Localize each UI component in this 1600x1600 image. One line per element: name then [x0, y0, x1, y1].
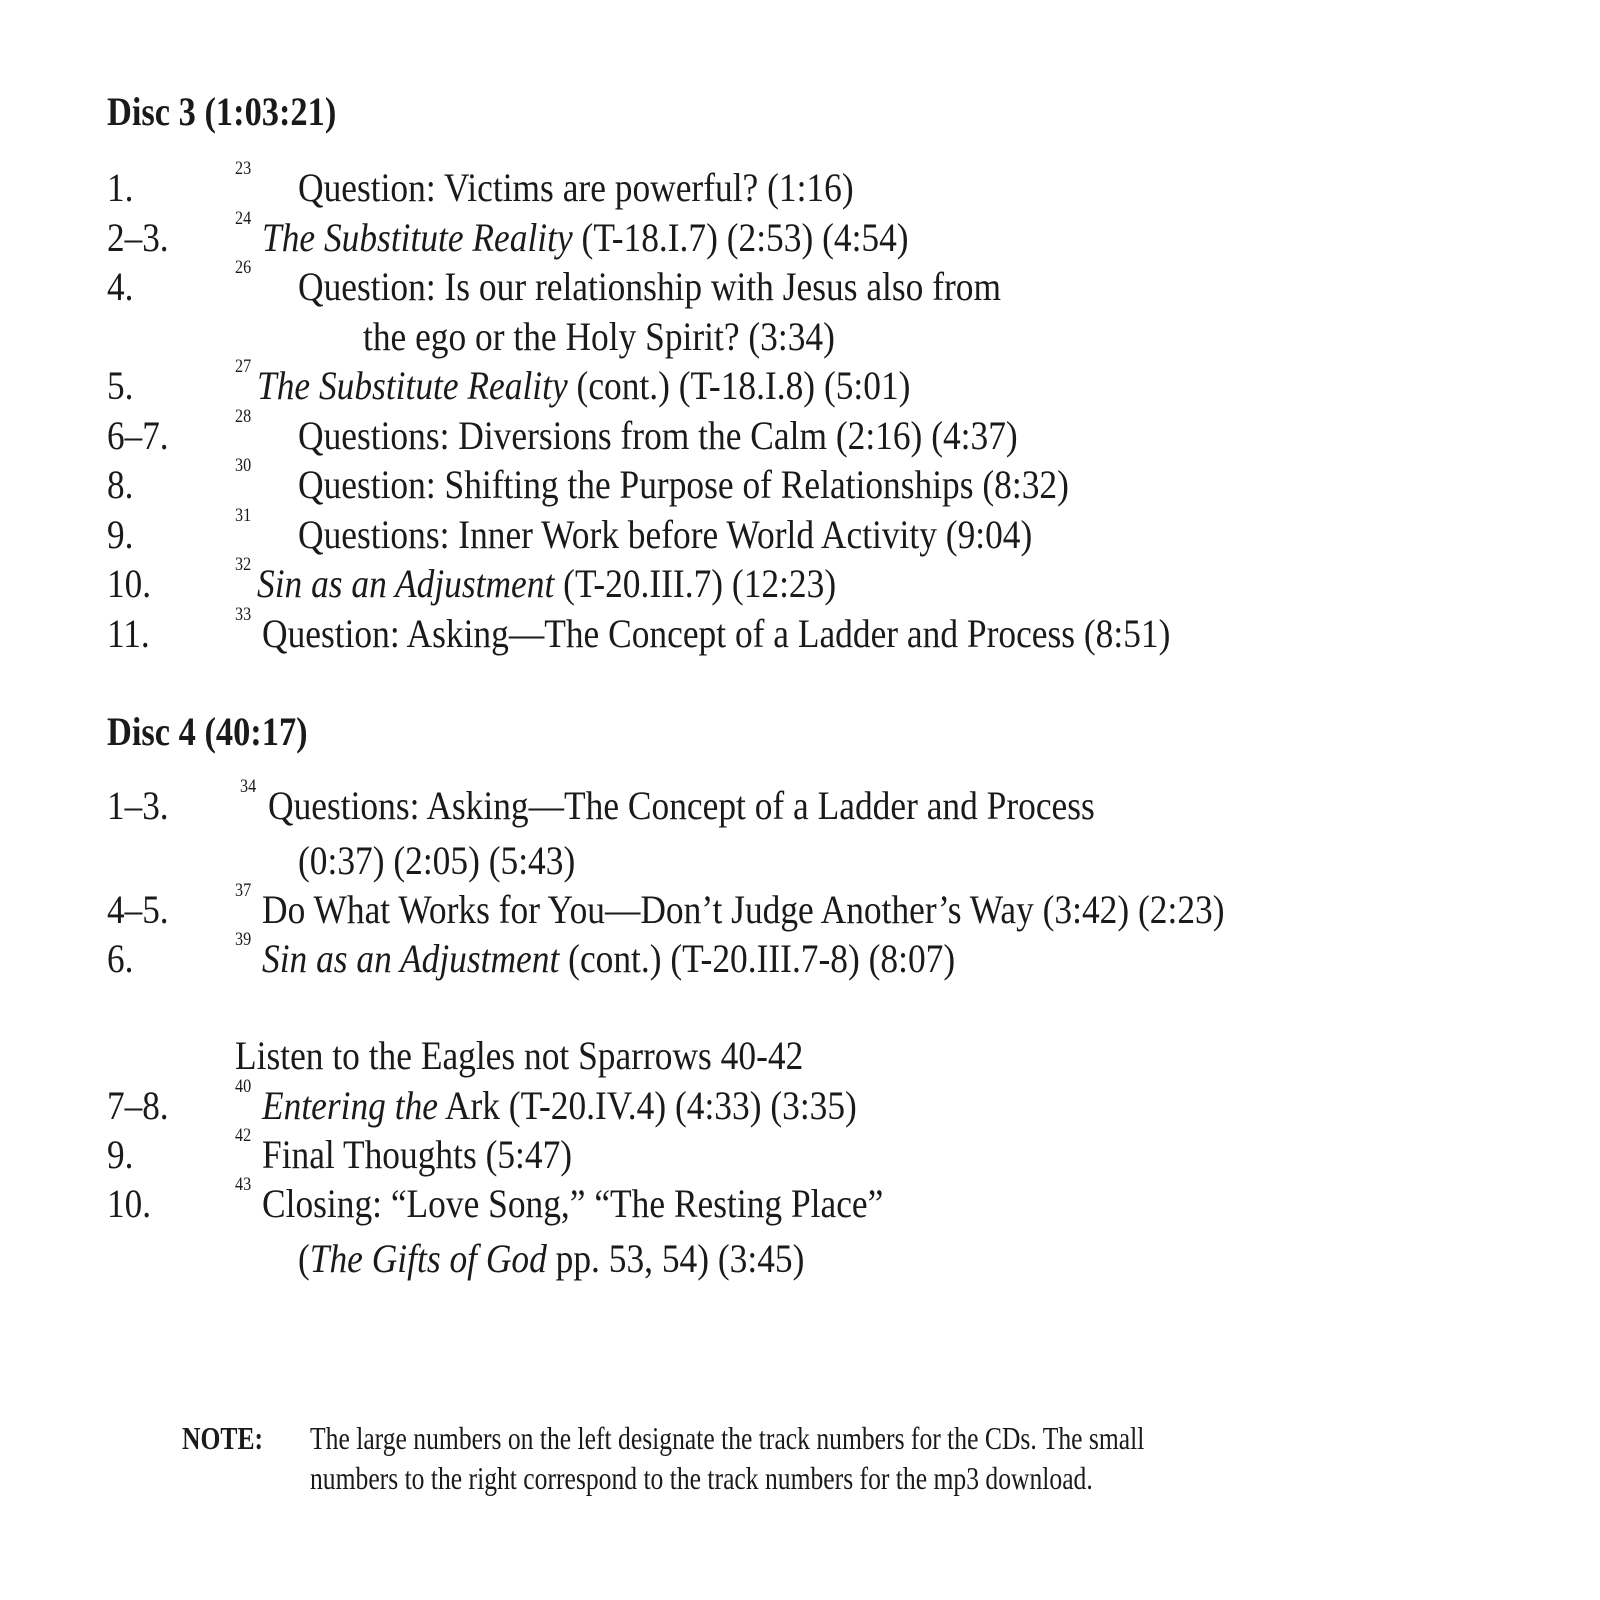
cd-track-number: 2–3. [107, 214, 169, 260]
track-title [262, 213, 909, 263]
track-text: Question: Shifting the Purpose of Relationships (8:32) [298, 462, 1069, 507]
italic-title: Sin as an Adjustment [257, 561, 555, 606]
track-title [298, 510, 1032, 560]
note-line-1: The large numbers on the left designate the track numbers for the CDs. The small [310, 1420, 1145, 1456]
mp3-track-number: 30 [235, 455, 252, 476]
track-row [0, 603, 1600, 659]
track-title [262, 1130, 572, 1180]
track-text: Questions: Asking—The Concept of a Ladder and Process [268, 783, 1095, 828]
footnote [182, 1418, 1144, 1498]
mp3-track-number: 39 [235, 929, 252, 950]
track-row [0, 504, 1600, 560]
track-title [262, 609, 1170, 659]
note-label: NOTE: [182, 1420, 264, 1456]
track-text: Question: Asking—The Concept of a Ladder and Process (8:51) [262, 610, 1171, 656]
disc4-heading: Disc 4 (40:17) [107, 709, 308, 754]
section-title: Listen to the Eagles not Sparrows 40-42 [235, 1033, 804, 1078]
track-title [257, 559, 836, 609]
mp3-track-number: 34 [240, 776, 257, 797]
track-row [0, 158, 1600, 213]
track-row [0, 554, 1600, 609]
track-text: Final Thoughts (5:47) [262, 1132, 573, 1177]
disc3-heading: Disc 3 (1:03:21) [107, 89, 337, 134]
track-title [257, 361, 910, 411]
track-row [0, 776, 1600, 831]
track-text: Do What Works for You—Don’t Judge Another’s Way (3:42) (2:23) [262, 887, 1225, 932]
cd-track-number: 10. [107, 561, 151, 606]
italic-title: Entering the [262, 1083, 438, 1128]
track-title [298, 411, 1018, 461]
italic-title: The Substitute Reality [257, 363, 568, 408]
section-title-row [0, 1031, 1600, 1081]
track-title [262, 1081, 857, 1131]
track-title [268, 781, 1095, 831]
mp3-track-number: 24 [235, 207, 252, 229]
cd-track-number: 11. [107, 610, 150, 656]
mp3-track-number: 23 [235, 158, 252, 179]
track-text: Ark (T-20.IV.4) (4:33) (3:35) [437, 1083, 857, 1128]
track-row [0, 207, 1600, 263]
cd-track-number: 6. [107, 936, 134, 981]
track-text: ( [298, 1236, 310, 1281]
cd-track-number: 6–7. [107, 412, 169, 458]
cd-track-number: 5. [107, 363, 134, 408]
note-line-2: numbers to the right correspond to the track numbers for the mp3 download. [310, 1460, 1093, 1496]
track-text: (T-18.I.7) (2:53) (4:54) [572, 214, 909, 260]
track-row-continuation [0, 1234, 1600, 1284]
mp3-track-number: 33 [235, 603, 252, 625]
track-title [298, 262, 1001, 312]
mp3-track-number: 37 [235, 880, 252, 901]
cd-track-number: 4. [107, 264, 134, 309]
track-text: Question: Victims are powerful? (1:16) [298, 165, 854, 210]
mp3-track-number: 31 [235, 504, 252, 526]
cd-track-number: 1. [107, 165, 134, 210]
track-row [0, 929, 1600, 984]
track-title-continuation [298, 1234, 804, 1284]
mp3-track-number: 26 [235, 257, 252, 278]
italic-title: The Substitute Reality [262, 214, 573, 260]
track-text: (cont.) (T-20.III.7-8) (8:07) [559, 936, 956, 981]
track-text: pp. 53, 54) (3:45) [546, 1236, 805, 1281]
track-title [298, 163, 854, 213]
cd-track-number: 4–5. [107, 887, 169, 932]
track-row [0, 356, 1600, 411]
cd-track-number: 7–8. [107, 1083, 169, 1128]
italic-title: The Gifts of God [309, 1236, 547, 1281]
track-title [262, 934, 955, 984]
track-row [0, 455, 1600, 510]
track-title-continuation: the ego or the Holy Spirit? (3:34) [363, 313, 835, 359]
mp3-track-number: 43 [235, 1174, 252, 1195]
cd-track-number: 9. [107, 511, 134, 557]
mp3-track-number: 32 [235, 554, 252, 575]
mp3-track-number: 28 [235, 405, 252, 427]
track-row [0, 1174, 1600, 1229]
track-text: (T-20.III.7) (12:23) [554, 561, 837, 606]
track-text: Questions: Diversions from the Calm (2:16) (4:37) [298, 412, 1018, 458]
track-text: Closing: “Love Song,” “The Resting Place” [262, 1181, 884, 1226]
track-title [262, 1179, 883, 1229]
track-title-continuation: (0:37) (2:05) (5:43) [298, 838, 576, 883]
track-text: (cont.) (T-18.I.8) (5:01) [567, 363, 911, 408]
cd-track-number: 1–3. [107, 783, 169, 828]
mp3-track-number: 42 [235, 1125, 252, 1146]
italic-title: Sin as an Adjustment [262, 936, 560, 981]
track-row [0, 257, 1600, 312]
track-row [0, 405, 1600, 461]
mp3-track-number: 40 [235, 1076, 252, 1097]
track-row-continuation [0, 312, 1600, 362]
mp3-track-number: 27 [235, 356, 252, 377]
cd-track-number: 10. [107, 1181, 151, 1226]
track-title [298, 460, 1069, 510]
cd-track-number: 8. [107, 462, 134, 507]
track-text: Question: Is our relationship with Jesus also from [298, 264, 1002, 309]
track-text: Questions: Inner Work before World Activity (9:04) [298, 511, 1033, 557]
track-title [262, 885, 1225, 935]
cd-track-number: 9. [107, 1132, 134, 1177]
